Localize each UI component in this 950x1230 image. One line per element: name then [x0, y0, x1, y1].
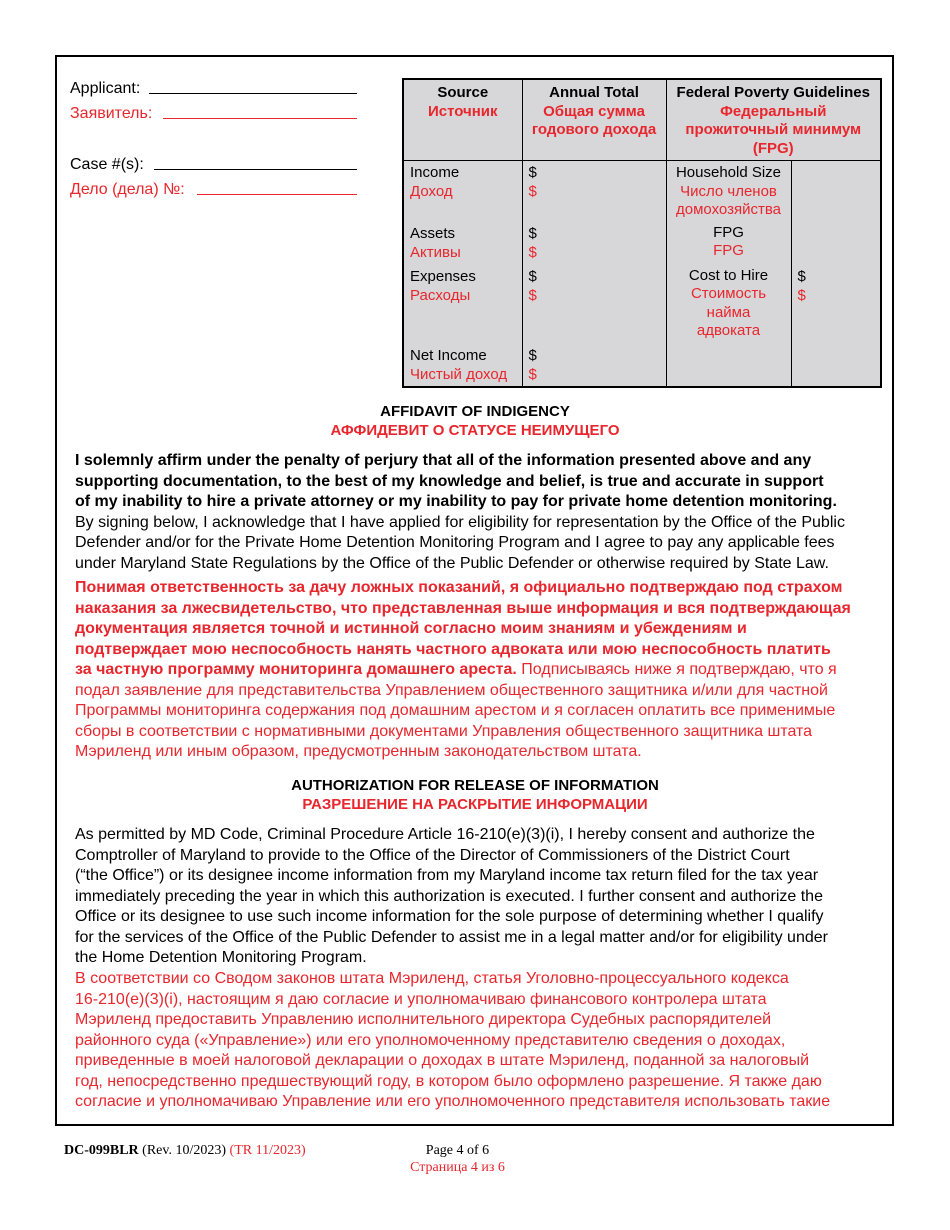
- authorization-russian: В соответствии со Сводом законов штата Мэриленд, статья Уголовно-процессуального кодекса 16-210(e)(3)(i), настоящим я даю согласие и уполномачиваю финансового контролера штата Мэриленд предоставить Управлению исполнительного директора Судебных распорядителей районного суда («Управление») или его уполномоченному представителю сведения о доходах, приведенные в моей налоговой декларации о доходах в штате Мэриленд, поданной за налоговый год, непосредственно предшествующий году, в котором было оформлено разрешение. Я также даю согласие и уполномачиваю Управление или его уполномоченного представителя использовать такие: [75, 970, 831, 1110]
- affidavit-title: AFFIDAVIT OF INDIGENCY АФФИДЕВИТ О СТАТУСЕ НЕИМУЩЕГО: [330, 403, 620, 439]
- applicant-line[interactable]: [149, 93, 357, 94]
- case-line-ru[interactable]: [197, 194, 357, 195]
- source-header: Source Источник: [403, 79, 522, 161]
- annual-total-header: Annual Total Общая сумма годового дохода: [522, 79, 666, 161]
- case-line[interactable]: [154, 169, 357, 170]
- fpg-header: Federal Poverty Guidelines Федеральный прожиточный минимум (FPG): [666, 79, 881, 161]
- fpg-label-cell: Household Size Число членов домохозяйства FPG FPG Cost to Hire Стоимость найма адвоката: [666, 161, 791, 388]
- fpg-value-cell[interactable]: $ $: [791, 161, 881, 388]
- authorization-title: AUTHORIZATION FOR RELEASE OF INFORMATION РАЗРЕШЕНИЕ НА РАСКРЫТИЕ ИНФОРМАЦИИ: [291, 777, 659, 813]
- page-number: Page 4 of 6 Страница 4 из 6: [410, 1143, 505, 1175]
- form-code: DC-099BLR (Rev. 10/2023) (TR 11/2023): [64, 1143, 306, 1158]
- income-table: [402, 78, 882, 388]
- case-label: Case #(s):: [70, 156, 144, 173]
- affidavit-english: I solemnly affirm under the penalty of perjury that all of the information presented above and any supporting documentation, to the best of my knowledge and belief, is true and accurate in support of my inability to hire a private attorney or my inability to pay for private home detention monitoring. By signing below, I acknowledge that I have applied for eligibility for representation by the Office of the Public Defender and/or for the Private Home Detention Monitoring Program and I agree to pay any applicable fees under Maryland State Regulations by the Office of the Public Defender or otherwise required by State Law.: [75, 452, 845, 572]
- applicant-label: Applicant:: [70, 80, 141, 97]
- source-cell: Income Доход Assets Активы Expenses Расходы Net Income Чистый доход: [403, 161, 522, 388]
- case-label-ru: Дело (дела) №:: [70, 181, 185, 198]
- annual-total-cell[interactable]: $ $ $ $ $ $ $ $: [522, 161, 666, 388]
- affidavit-russian: Понимая ответственность за дачу ложных показаний, я официально подтверждаю под страхом наказания за лжесвидетельство, что представленная выше информация и вся подтверждающая документация является точной и истинной согласно моим знаниям и убеждениям и подтверждает мою неспособность нанять частного адвоката или мою неспособность платить за частную программу мониторинга домашнего ареста. Подписываясь ниже я подтверждаю, что я подал заявление для представительства Управлением общественного защитника и/или для частной Программы мониторинга содержания под домашним арестом и я согласен оплатить все применимые сборы в соответствии с нормативными документами Управления общественного защитника штата Мэриленд или иным образом, предусмотренным законодательством штата.: [75, 579, 851, 760]
- authorization-english: As permitted by MD Code, Criminal Procedure Article 16-210(e)(3)(i), I hereby consent and authorize the Comptroller of Maryland to provide to the Office of the Director of Commissioners of the District Court (“the Office”) or its designee income information from my Maryland income tax return filed for the tax year immediately preceding the year in which this authorization is executed. I further consent and authorize the Office or its designee to use such income information for the sole purpose of determining whether I qualify for the services of the Office of the Public Defender to assist me in a legal matter and/or for eligibility under the Home Detention Monitoring Program.: [75, 826, 828, 966]
- applicant-label-ru: Заявитель:: [70, 105, 153, 122]
- applicant-line-ru[interactable]: [163, 118, 357, 119]
